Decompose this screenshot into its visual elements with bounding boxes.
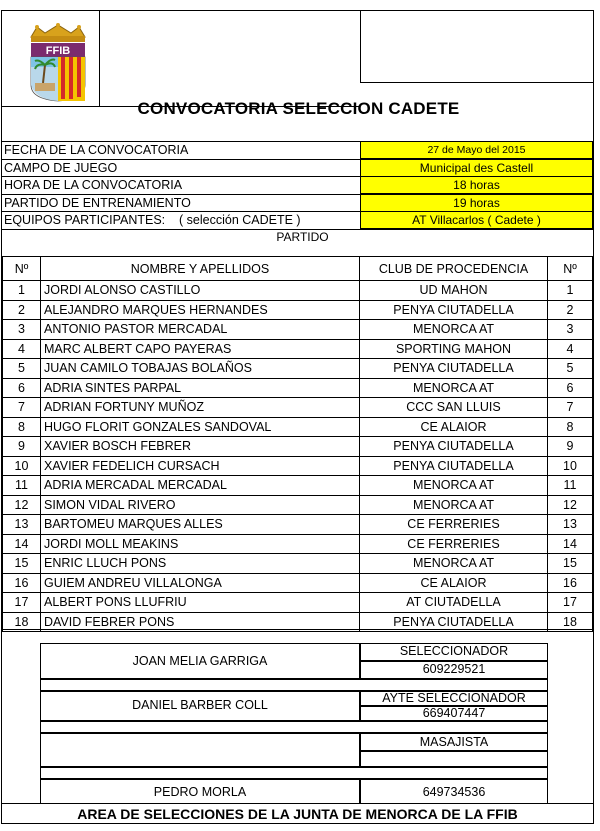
- player-name: JORDI ALONSO CASTILLO: [41, 281, 360, 301]
- info-value: AT Villacarlos ( Cadete ): [360, 211, 593, 229]
- row-number: 6: [3, 378, 41, 398]
- logo-cell: [2, 11, 100, 107]
- club-name: MENORCA AT: [360, 495, 548, 515]
- row-number-right: 9: [548, 437, 593, 457]
- club-name: CE ALAIOR: [360, 573, 548, 593]
- row-number-right: 8: [548, 417, 593, 437]
- row-number: 8: [3, 417, 41, 437]
- table-row: [3, 495, 593, 515]
- row-number-right: 4: [548, 339, 593, 359]
- roster-table: [2, 256, 593, 632]
- staff-name-box: [40, 733, 360, 767]
- player-name: ALEJANDRO MARQUES HERNANDES: [41, 300, 360, 320]
- club-name: PENYA CIUTADELLA: [360, 437, 548, 457]
- staff-name-morla: PEDRO MORLA: [153, 785, 247, 799]
- staff-name-selector: JOAN MELIA GARRIGA: [132, 654, 268, 668]
- row-number: 9: [3, 437, 41, 457]
- staff-role-masajista: MASAJISTA: [419, 735, 489, 749]
- staff-phone-morla: 649734536: [422, 785, 486, 799]
- player-name: JUAN CAMILO TOBAJAS BOLAÑOS: [41, 359, 360, 379]
- info-row-partido: [2, 194, 593, 212]
- staff-spacer: [40, 721, 548, 733]
- row-number: 15: [3, 554, 41, 574]
- staff-phone-selector: 609229521: [422, 662, 486, 676]
- row-number: 17: [3, 593, 41, 613]
- info-label: PARTIDO DE ENTRENAMIENTO: [4, 195, 191, 210]
- page-title: CONVOCATORIA SELECCION CADETE: [137, 99, 460, 118]
- row-number-right: 5: [548, 359, 593, 379]
- row-number: 10: [3, 456, 41, 476]
- partido-heading: [2, 229, 593, 245]
- staff-spacer: [40, 679, 548, 691]
- col-header-name: NOMBRE Y APELLIDOS: [41, 257, 360, 281]
- player-name: ADRIAN FORTUNY MUÑOZ: [41, 398, 360, 418]
- staff-spacer: [40, 767, 548, 779]
- row-number-right: 11: [548, 476, 593, 496]
- staff-section: [2, 629, 593, 807]
- table-row: [3, 378, 593, 398]
- table-row: [3, 534, 593, 554]
- info-row-fecha: [2, 141, 593, 159]
- row-number: 4: [3, 339, 41, 359]
- row-number-right: 18: [548, 612, 593, 632]
- header-blank-cell: [100, 11, 360, 107]
- player-name: ADRIA MERCADAL MERCADAL: [41, 476, 360, 496]
- player-name: XAVIER FEDELICH CURSACH: [41, 456, 360, 476]
- row-number: 1: [3, 281, 41, 301]
- player-name: GUIEM ANDREU VILLALONGA: [41, 573, 360, 593]
- club-name: PENYA CIUTADELLA: [360, 300, 548, 320]
- row-number-right: 14: [548, 534, 593, 554]
- staff-role-selector: SELECCIONADOR: [399, 644, 509, 658]
- club-name: MENORCA AT: [360, 378, 548, 398]
- row-number-right: 10: [548, 456, 593, 476]
- row-number-right: 1: [548, 281, 593, 301]
- info-label: EQUIPOS PARTICIPANTES: ( selección CADETE ): [4, 213, 301, 227]
- row-number-right: 6: [548, 378, 593, 398]
- table-row: [3, 300, 593, 320]
- club-name: PENYA CIUTADELLA: [360, 456, 548, 476]
- roster-body: [3, 281, 593, 632]
- row-number: 14: [3, 534, 41, 554]
- table-row: [3, 515, 593, 535]
- info-value: 27 de Mayo del 2015: [360, 141, 593, 159]
- table-row: [3, 476, 593, 496]
- staff-phone-box: [360, 751, 548, 767]
- club-name: MENORCA AT: [360, 320, 548, 340]
- player-name: DAVID FEBRER PONS: [41, 612, 360, 632]
- info-row-campo: [2, 159, 593, 177]
- info-section: [2, 141, 593, 245]
- table-row: [3, 437, 593, 457]
- col-header-club: CLUB DE PROCEDENCIA: [360, 257, 548, 281]
- row-number-right: 13: [548, 515, 593, 535]
- club-name: MENORCA AT: [360, 554, 548, 574]
- table-header-row: [3, 257, 593, 281]
- table-row: [3, 417, 593, 437]
- row-number: 3: [3, 320, 41, 340]
- player-name: SIMON VIDAL RIVERO: [41, 495, 360, 515]
- info-value: 19 horas: [360, 194, 593, 212]
- player-name: XAVIER BOSCH FEBRER: [41, 437, 360, 457]
- info-label: CAMPO DE JUEGO: [4, 160, 118, 175]
- row-number: 11: [3, 476, 41, 496]
- player-name: ADRIA SINTES PARPAL: [41, 378, 360, 398]
- staff-role-assistant: AYTE SELECCIONADOR: [382, 691, 526, 705]
- row-number-right: 15: [548, 554, 593, 574]
- row-number: 18: [3, 612, 41, 632]
- player-name: MARC ALBERT CAPO PAYERAS: [41, 339, 360, 359]
- club-name: PENYA CIUTADELLA: [360, 359, 548, 379]
- row-number-right: 16: [548, 573, 593, 593]
- player-name: ENRIC LLUCH PONS: [41, 554, 360, 574]
- row-number-right: 2: [548, 300, 593, 320]
- staff-name-assistant: DANIEL BARBER COLL: [132, 698, 268, 712]
- row-number: 13: [3, 515, 41, 535]
- info-label: HORA DE LA CONVOCATORIA: [4, 178, 183, 192]
- table-row: [3, 573, 593, 593]
- table-row: [3, 339, 593, 359]
- player-name: JORDI MOLL MEAKINS: [41, 534, 360, 554]
- row-number-right: 12: [548, 495, 593, 515]
- club-name: AT CIUTADELLA: [360, 593, 548, 613]
- document-frame: [1, 10, 594, 824]
- player-name: ALBERT PONS LLUFRIU: [41, 593, 360, 613]
- row-number: 7: [3, 398, 41, 418]
- info-row-equipos: [2, 211, 593, 229]
- club-name: PENYA CIUTADELLA: [360, 612, 548, 632]
- table-row: [3, 281, 593, 301]
- col-header-num: Nº: [3, 257, 41, 281]
- table-row: [3, 554, 593, 574]
- table-row: [3, 593, 593, 613]
- row-number: 16: [3, 573, 41, 593]
- club-name: CE ALAIOR: [360, 417, 548, 437]
- club-name: CE FERRERIES: [360, 515, 548, 535]
- footer-text: AREA DE SELECCIONES DE LA JUNTA DE MENORCA DE LA FFIB: [2, 803, 593, 824]
- row-number-right: 17: [548, 593, 593, 613]
- row-number-right: 7: [548, 398, 593, 418]
- ffib-crest-logo: [23, 23, 93, 103]
- header-right-cell: [360, 11, 593, 83]
- row-number: 12: [3, 495, 41, 515]
- table-row: [3, 398, 593, 418]
- info-value: Municipal des Castell: [360, 159, 593, 177]
- logo-text: FFIB: [45, 45, 71, 57]
- row-number-right: 3: [548, 320, 593, 340]
- info-row-hora: [2, 176, 593, 194]
- col-header-num2: Nº: [548, 257, 593, 281]
- club-name: UD MAHON: [360, 281, 548, 301]
- row-number: 2: [3, 300, 41, 320]
- club-name: MENORCA AT: [360, 476, 548, 496]
- table-row: [3, 359, 593, 379]
- club-name: SPORTING MAHON: [360, 339, 548, 359]
- player-name: ANTONIO PASTOR MERCADAL: [41, 320, 360, 340]
- info-label: FECHA DE LA CONVOCATORIA: [4, 143, 189, 157]
- partido-label: PARTIDO: [276, 229, 329, 244]
- table-row: [3, 320, 593, 340]
- table-row: [3, 456, 593, 476]
- staff-phone-assistant: 669407447: [422, 706, 486, 720]
- player-name: HUGO FLORIT GONZALES SANDOVAL: [41, 417, 360, 437]
- info-value: 18 horas: [360, 176, 593, 194]
- club-name: CCC SAN LLUIS: [360, 398, 548, 418]
- club-name: CE FERRERIES: [360, 534, 548, 554]
- row-number: 5: [3, 359, 41, 379]
- player-name: BARTOMEU MARQUES ALLES: [41, 515, 360, 535]
